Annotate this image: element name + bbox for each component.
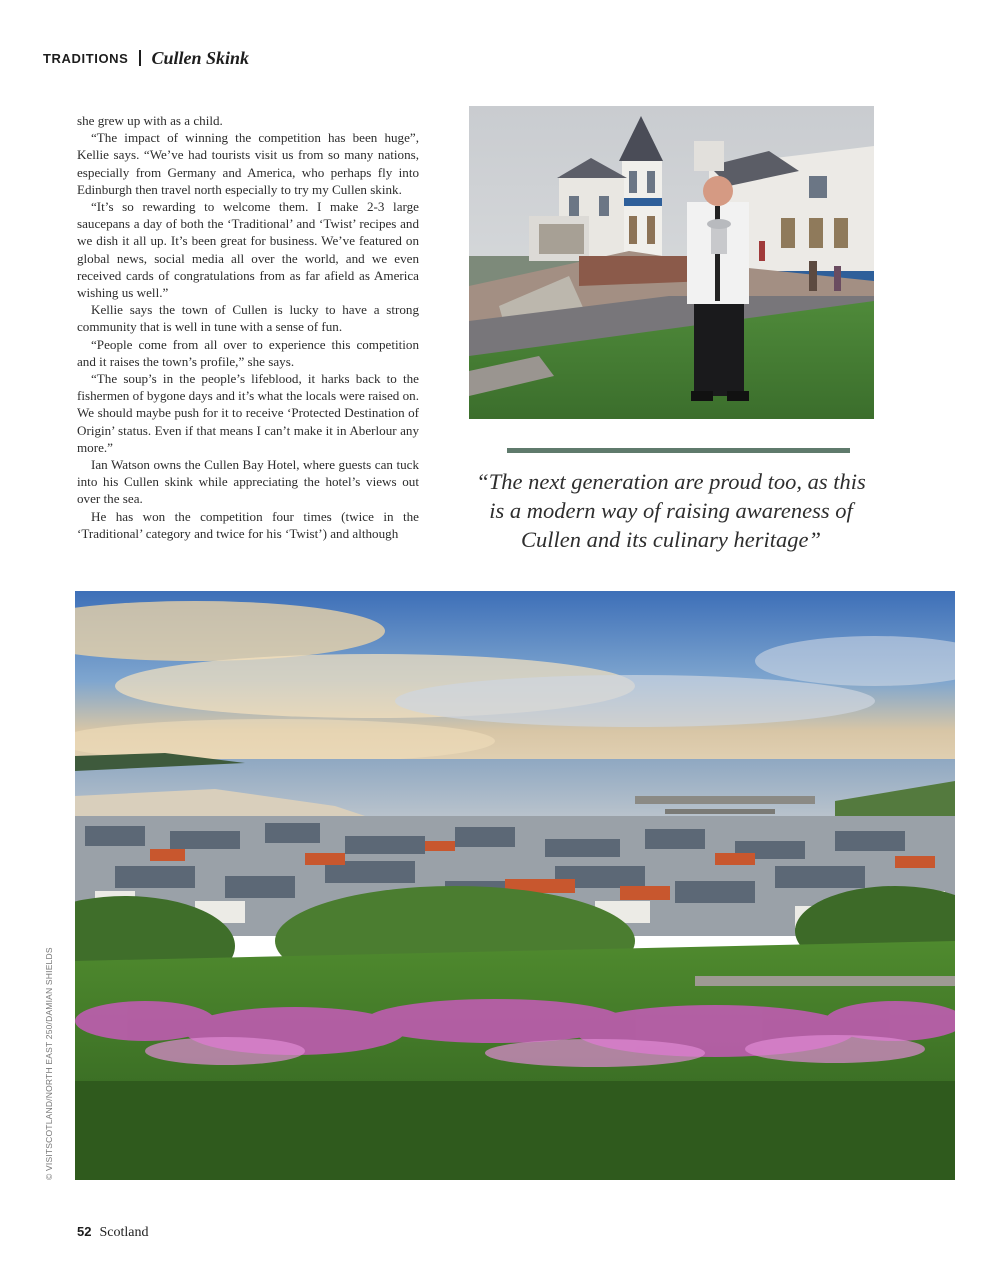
pull-quote-rule — [507, 448, 850, 453]
article-body — [77, 112, 419, 542]
article-paragraph: she grew up with as a child. — [77, 113, 223, 128]
page-number: 52 — [77, 1224, 92, 1239]
article-paragraph: Kellie says the town of Cullen is lucky to have a strong community that is well in tune with a sense of fun. — [77, 302, 419, 335]
article-paragraph: “People come from all over to experience this competition and it raises the town’s profile,” she says. — [77, 336, 419, 369]
photo-credit: © VISITSCOTLAND/NORTH EAST 250/DAMIAN SHIELDS — [44, 947, 54, 1180]
magazine-name: Scotland — [99, 1225, 149, 1240]
pull-quote: “The next generation are proud too, as this is a modern way of raising awareness of Cullen and its culinary heritage” — [476, 469, 866, 552]
article-paragraph: Ian Watson owns the Cullen Bay Hotel, where guests can tuck into his Cullen skink while appreciating the hotel’s views out over the sea. — [77, 457, 419, 507]
header-separator — [139, 50, 141, 66]
article-paragraph: “It’s so rewarding to welcome them. I make 2-3 large saucepans a day of both the ‘Traditional’ and ‘Twist’ recipes and we dish it all up. It’s been great for business. We’ve featured on global news, social media all over the world, and we even received cards of congratulations from as far afield as America wishing us well.” — [77, 199, 419, 301]
article-paragraph: “The impact of winning the competition has been huge”, Kellie says. “We’ve had tourists visit us from so many nations, especially from Germany and America, who perhaps fly into Edinburgh then travel north especially to try my Cullen skink. — [77, 130, 419, 197]
section-title: Cullen Skink — [151, 47, 249, 68]
page-footer — [77, 1223, 148, 1241]
article-paragraph: “The soup’s in the people’s lifeblood, it harks back to the fishermen of bygone days and it’s what the locals were raised on. We should maybe push for it to receive ‘Protected Destination of Origin’ status. Even if that means I can’t make it in Aberlour any more.” — [77, 371, 419, 455]
running-header — [43, 46, 249, 70]
cullen-town-photo — [75, 591, 955, 1180]
article-paragraph: He has won the competition four times (twice in the ‘Traditional’ category and twice for his ‘Twist’) and although — [77, 508, 419, 541]
section-label: TRADITIONS — [43, 50, 129, 66]
chef-trophy-photo — [469, 106, 874, 419]
